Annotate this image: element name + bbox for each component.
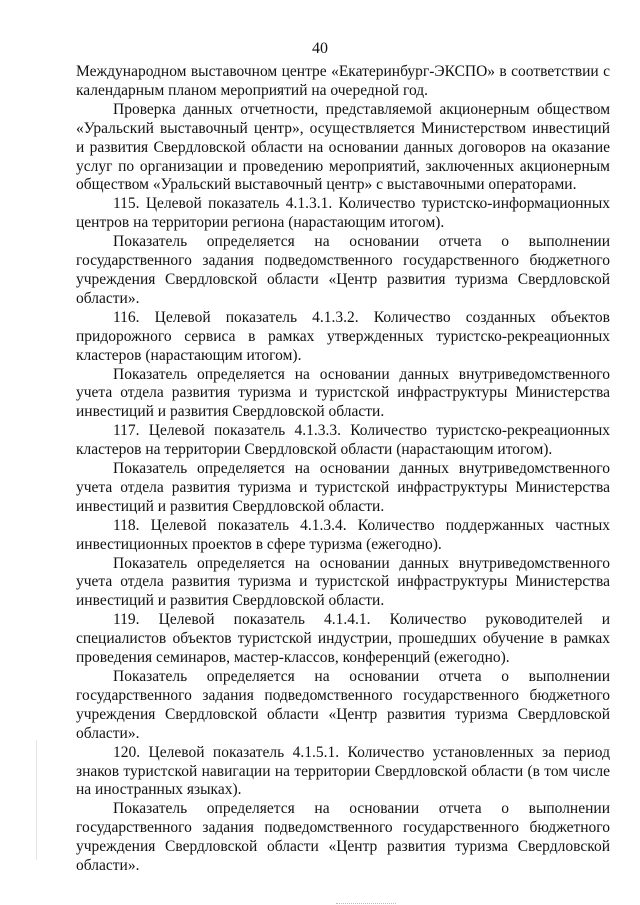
paragraph-indicator-116: 116. Целевой показатель 4.1.3.2. Количество созданных объектов придорожного сервиса в рамках утвержденных туристско-рекреационных кластеров (нарастающим итогом). bbox=[76, 308, 610, 364]
paragraph-indicator-119: 119. Целевой показатель 4.1.4.1. Количество руководителей и специалистов объектов туристской индустрии, прошедших обучение в рамках проведения семинаров, мастер-классов, конференций (ежегодно). bbox=[76, 611, 610, 667]
paragraph-indicator-115-method: Показатель определяется на основании отчета о выполнении государственного задания подведомственного государственного бюджетного учреждения Свердловской области «Центр развития туризма Свердловской области». bbox=[76, 233, 610, 307]
paragraph-indicator-119-method: Показатель определяется на основании отчета о выполнении государственного задания подведомственного государственного бюджетного учреждения Свердловской области «Центр развития туризма Свердловской области». bbox=[76, 668, 610, 742]
paragraph-verification: Проверка данных отчетности, представляемой акционерным обществом «Уральский выставочный центр», осуществляется Министерством инвестиций и развития Свердловской области на основании данных договоров на оказание услуг по организации и проведению мероприятий, заключенных акционерным обществом «Уральский выставочный центр» с выставочными операторами. bbox=[76, 100, 610, 194]
paragraph-indicator-115: 115. Целевой показатель 4.1.3.1. Количество туристско-информационных центров на территории региона (нарастающим итогом). bbox=[76, 195, 610, 232]
paragraph-indicator-117-method: Показатель определяется на основании данных внутриведомственного учета отдела развития туризма и туристской инфраструктуры Министерства инвестиций и развития Свердловской области. bbox=[76, 460, 610, 515]
paragraph-indicator-118: 118. Целевой показатель 4.1.3.4. Количество поддержанных частных инвестиционных проектов в сфере туризма (ежегодно). bbox=[76, 516, 610, 553]
scan-edge-line bbox=[36, 740, 37, 860]
paragraph-indicator-118-method: Показатель определяется на основании данных внутриведомственного учета отдела развития туризма и туристской инфраструктуры Министерства инвестиций и развития Свердловской области. bbox=[76, 554, 610, 610]
paragraph-indicator-120-method: Показатель определяется на основании отчета о выполнении государственного задания подведомственного государственного бюджетного учреждения Свердловской области «Центр развития туризма Свердловской области». bbox=[76, 800, 610, 875]
document-body bbox=[76, 63, 610, 876]
paragraph-indicator-120: 120. Целевой показатель 4.1.5.1. Количество установленных за период знаков туристской навигации на территории Свердловской области (в том числе на иностранных языках). bbox=[76, 743, 610, 799]
paragraph-continuation: Международном выставочном центре «Екатеринбург-ЭКСПО» в соответствии с календарным планом мероприятий на очередной год. bbox=[76, 63, 610, 99]
page-number: 40 bbox=[312, 40, 328, 57]
paragraph-indicator-116-method: Показатель определяется на основании данных внутриведомственного учета отдела развития туризма и туристской инфраструктуры Министерства инвестиций и развития Свердловской области. bbox=[76, 365, 610, 421]
paragraph-indicator-117: 117. Целевой показатель 4.1.3.3. Количество туристско-рекреационных кластеров на территории Свердловской области (нарастающим итогом). bbox=[76, 422, 610, 459]
